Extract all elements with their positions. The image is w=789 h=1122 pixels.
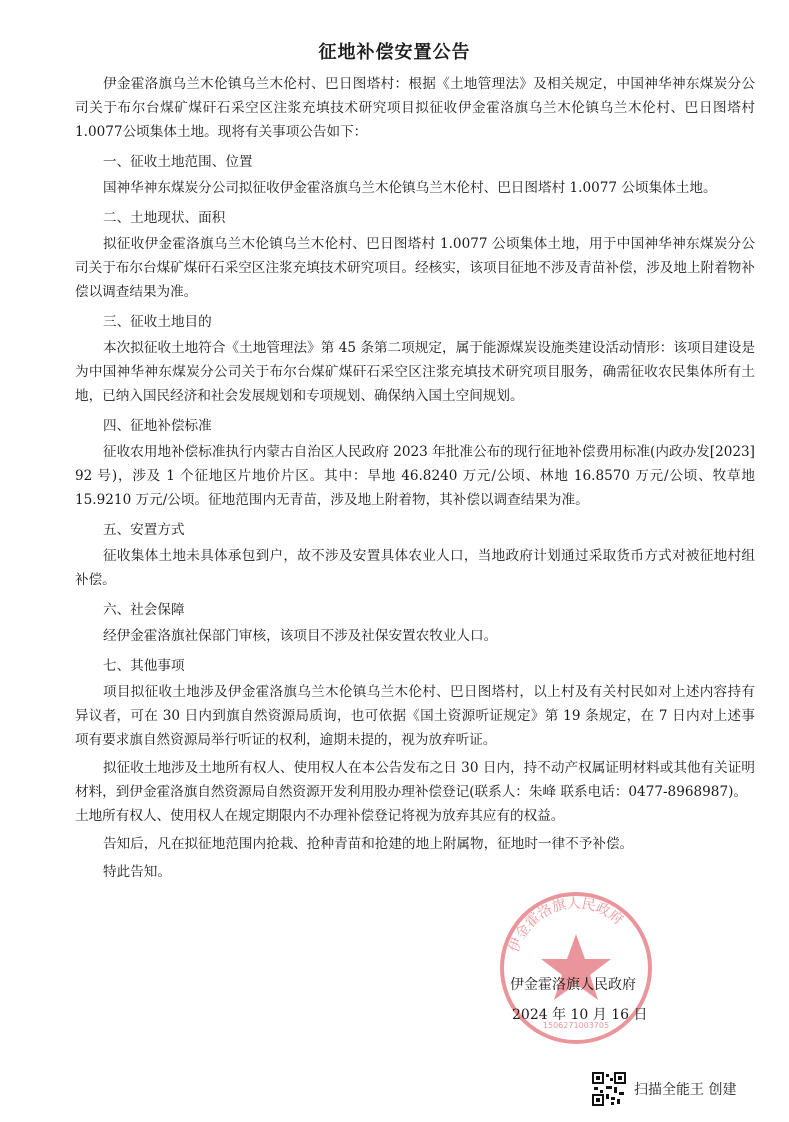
body-paragraph: 国神华神东煤炭分公司拟征收伊金霍洛旗乌兰木伦镇乌兰木伦村、巴日图塔村 1.0077 公顷集体土地。 <box>103 180 717 196</box>
body-paragraph: 告知后，凡在拟征地范围内抢栽、抢种青苗和抢建的地上附属物，征地时一律不予补偿。 <box>103 836 634 852</box>
svg-text:伊金霍洛旗人民政府 <box>506 896 626 955</box>
section-heading: 一、征收土地范围、位置 <box>103 154 253 170</box>
body-paragraph: 土地所有权人、使用权人在规定期限内不办理补偿登记将视为放弃其应有的权益。 <box>75 808 565 824</box>
body-paragraph: 经伊金霍洛旗社保部门审核，该项目不涉及社保安置农牧业人口。 <box>103 628 498 644</box>
scanner-app-label: 扫描全能王 创建 <box>634 1082 737 1098</box>
section-heading: 五、安置方式 <box>103 522 185 538</box>
body-paragraph: 拟征收土地涉及土地所有权人、使用权人在本公告发布之日 30 日内，持不动产权属证明材料或其他有关证明材料，到伊金霍洛旗自然资源局自然资源开发利用股办理补偿登记(联系人：朱峰 联系电话：0477-8968987)。 <box>75 760 755 800</box>
body-paragraph: 征收集体土地未具体承包到户，故不涉及安置具体农业人口，当地政府计划通过采取货币方式对被征地村组补偿。 <box>75 548 755 588</box>
document-title: 征地补偿安置公告 <box>318 42 471 63</box>
body-paragraph: 本次拟征收土地符合《土地管理法》第 45 条第二项规定，属于能源煤炭设施类建设活动情形：该项目建设是为中国神华神东煤炭分公司关于布尔台煤矿煤矸石采空区注浆充填技术研究项目服务，确需征收农民集体所有土地，已纳入国民经济和社会发展规划和专项规划、确保纳入国土空间规划。 <box>75 340 755 404</box>
seal-ring-text: 伊金霍洛旗人民政府 <box>506 895 627 955</box>
body-paragraph: 特此告知。 <box>103 864 171 880</box>
section-heading: 六、社会保障 <box>103 602 185 618</box>
body-paragraph: 项目拟征收土地涉及伊金霍洛旗乌兰木伦镇乌兰木伦村、巴日图塔村，以上村及有关村民如对上述内容持有异议者，可在 30 日内到旗自然资源局质询，也可依据《国土资源听证规定》第 19 条规定，在 7 日内对上述事项有要求旗自然资源局举行听证的权利，逾期未提的，视为放弃听证。 <box>75 684 755 748</box>
scanner-watermark <box>592 1072 736 1106</box>
qr-code-icon <box>592 1072 626 1106</box>
document-body <box>75 72 755 884</box>
section-heading: 七、其他事项 <box>103 658 185 674</box>
official-seal-icon <box>496 888 656 1048</box>
body-paragraph: 伊金霍洛旗乌兰木伦镇乌兰木伦村、巴日图塔村：根据《土地管理法》及相关规定，中国神华神东煤炭分公司关于布尔台煤矿煤矸石采空区注浆充填技术研究项目拟征收伊金霍洛旗乌兰木伦镇乌兰木伦村、巴日图塔村1.0077公顷集体土地。现将有关事项公告如下： <box>75 76 755 140</box>
body-paragraph: 拟征收伊金霍洛旗乌兰木伦镇乌兰木伦村、巴日图塔村 1.0077 公顷集体土地，用于中国神华神东煤炭分公司关于布尔台煤矿煤矸石采空区注浆充填技术研究项目。经核实，该项目征地不涉及青苗补偿，涉及地上附着物补偿以调查结果为准。 <box>75 236 755 300</box>
body-paragraph: 征收农用地补偿标准执行内蒙古自治区人民政府 2023 年批准公布的现行征地补偿费用标准(内政办发[2023] 92 号)，涉及 1 个征地区片地价片区。其中：旱地 46.8240 万元/公顷、林地 16.8570 万元/公顷、牧草地 15.9210 万元/公顷。征地范围内无青苗，涉及地上附着物，其补偿以调查结果为准。 <box>75 444 755 508</box>
issuer-name: 伊金霍洛旗人民政府 <box>510 977 636 993</box>
section-heading: 三、征收土地目的 <box>103 314 212 330</box>
section-heading: 二、土地现状、面积 <box>103 210 226 226</box>
issue-date: 2024 年 10 月 16 日 <box>512 1007 648 1023</box>
section-heading: 四、征地补偿标准 <box>103 418 212 434</box>
seal-code-text: 1506271003705 <box>542 1021 610 1030</box>
